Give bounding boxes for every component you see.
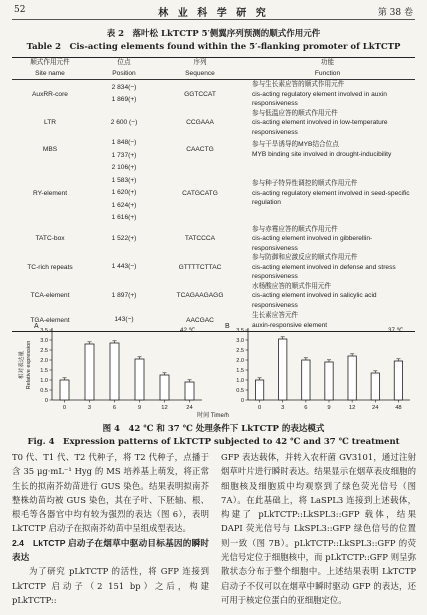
- y-axis-label-zh: 相对表达量: [19, 351, 25, 379]
- function-zh: 水杨酸应答的顺式作用元件: [252, 282, 332, 290]
- site-name: TGA-element: [12, 310, 88, 332]
- y-tick-label: 3.0: [40, 338, 48, 344]
- function-en: cis-acting element involved in defense and stress responsiveness: [252, 263, 396, 280]
- table-row: [12, 225, 415, 254]
- x-axis-label: 时间 Time/h: [197, 413, 229, 418]
- position: 1 616(+): [111, 214, 137, 221]
- function-cell: [240, 253, 415, 282]
- function-zh: 生长素应答元件: [252, 312, 299, 319]
- position-cell: [88, 109, 160, 138]
- panel-label: A: [34, 323, 39, 330]
- sequence: TATCCCA: [184, 235, 216, 243]
- y-tick-label: 2.0: [40, 358, 48, 364]
- function-cell: [240, 109, 415, 138]
- position: 2 600 (−): [110, 118, 138, 126]
- x-tick-label: 9: [137, 405, 142, 411]
- y-axis-label-en: Relative expression: [26, 340, 32, 390]
- th-site-zh: 顺式作用元件: [12, 58, 88, 69]
- x-tick-label: 24: [186, 405, 193, 411]
- table-caption-zh: 表 2 落叶松 LkTCTP 5′侧翼序列预测的顺式作用元件: [106, 29, 321, 39]
- bar: [279, 339, 287, 400]
- right-column: [221, 450, 416, 607]
- bar: [325, 362, 333, 400]
- position-cell: [88, 282, 160, 311]
- function-cell: [240, 137, 415, 162]
- bar: [371, 373, 379, 400]
- y-tick-label: 0: [240, 398, 244, 404]
- x-tick-label: 3: [281, 405, 285, 411]
- table-row: [12, 282, 415, 311]
- position-cell: [88, 253, 160, 282]
- position: 2 106(+): [111, 164, 137, 171]
- position: 1 624(+): [111, 201, 137, 209]
- volume-label: 第 38 卷: [377, 8, 413, 18]
- table-row: [12, 162, 415, 225]
- function-cell: [240, 80, 415, 109]
- x-tick-label: 6: [112, 405, 117, 411]
- function-cell: [240, 282, 415, 311]
- y-tick-label: 0.5: [40, 388, 48, 394]
- panel-label: B: [225, 323, 230, 330]
- function-zh: 参与种子特异性调控的顺式作用元件: [252, 180, 358, 187]
- bar: [60, 380, 69, 400]
- y-tick-label: 1.5: [40, 368, 48, 374]
- function-en: cis-acting element involved in salicylic acid responsiveness: [252, 292, 377, 309]
- table-caption-en: Table 2 Cis-acting elements found within the 5′-flanking promoter of LkTCTP: [26, 42, 401, 52]
- th-function-en: Function: [240, 69, 415, 80]
- table-row: [12, 109, 415, 138]
- th-site-en: Site name: [12, 69, 88, 80]
- position: 1 583(+): [111, 176, 137, 184]
- function-cell: [240, 162, 415, 225]
- y-tick-label: 2.0: [236, 358, 244, 364]
- x-tick-label: 9: [327, 405, 331, 411]
- journal-title: 林 业 科 学 研 究: [158, 8, 269, 19]
- function-zh: 参与生长素应答的顺式作用元件: [252, 81, 345, 88]
- site-name: LTR: [44, 119, 56, 127]
- site-name: TCA-element: [30, 292, 70, 300]
- th-function-zh: 功能: [240, 58, 415, 69]
- function-cell: [240, 225, 415, 254]
- position-cell: [88, 225, 160, 254]
- sequence: GTTTTCTTAC: [178, 263, 222, 271]
- sequence: TCAGAAGAGG: [176, 292, 224, 300]
- position-cell: [88, 162, 160, 225]
- function-zh: 参与低温应答的顺式作用元件: [252, 109, 338, 117]
- sequence: CAACTG: [186, 146, 214, 153]
- position: 1 869(+): [111, 96, 137, 104]
- y-tick-label: 0: [44, 398, 48, 404]
- figure-4-charts: [12, 318, 415, 418]
- table-row: [12, 137, 415, 162]
- position: 1 620(+): [111, 189, 137, 196]
- x-tick-label: 12: [348, 405, 356, 411]
- bar: [135, 359, 144, 400]
- paragraph: T0 代、T1 代、T2 代种子，将 T2 代种子，点播于含 35 μg·mL⁻¹ Hyg 的 MS 培养基上萌发，将正常生长的拟南芥幼苗进行 GUS 染色。结果表明拟南芥整株幼苗均被 GUS 染色，其在子叶、下胚轴、根、根毛等各器官中均有较为强烈的表达（图 6），表明 LkTCTP 启动子在拟南芥幼苗中呈组成型表达。: [12, 452, 209, 534]
- bar: [185, 382, 194, 400]
- table-row: [12, 253, 415, 282]
- y-tick-label: 3.5: [40, 328, 48, 334]
- bar: [255, 380, 263, 400]
- page-header: [0, 0, 427, 20]
- position: 1 897(+): [111, 291, 137, 299]
- x-tick-label: 48: [395, 405, 402, 411]
- sequence: GGTCCAT: [184, 90, 216, 98]
- sequence: CCGAAA: [186, 119, 214, 127]
- function-en: MYB binding site involved in drought-inducibility: [252, 150, 392, 158]
- position-cell: [88, 137, 160, 162]
- site-name: TATC-box: [35, 235, 65, 243]
- bar: [302, 360, 310, 400]
- page-number: 52: [14, 5, 26, 15]
- x-tick-label: 12: [161, 405, 168, 411]
- bar: [85, 344, 94, 400]
- th-position-zh: 位点: [88, 58, 160, 69]
- x-tick-label: 0: [257, 405, 262, 411]
- y-tick-label: 2.5: [40, 348, 48, 354]
- function-zh: 参与赤霉应答的顺式作用元件: [252, 225, 338, 233]
- site-name: TC-rich repeats: [27, 263, 73, 271]
- panel-annotation: 37 ℃: [388, 327, 404, 334]
- function-en: cis-acting element involved in low-temperature responsiveness: [252, 119, 388, 136]
- bar: [160, 375, 169, 400]
- function-zh: 参与防御和应激反应的顺式作用元件: [252, 254, 358, 261]
- left-column: [12, 450, 209, 607]
- position: 1 737(+): [111, 151, 137, 159]
- sequence: AACGAC: [160, 310, 240, 332]
- site-name: RY-element: [32, 189, 68, 197]
- y-tick-label: 3.0: [236, 338, 244, 344]
- sequence: CATGCATG: [182, 189, 218, 197]
- y-tick-label: 1.5: [236, 368, 244, 374]
- x-tick-label: 6: [304, 405, 308, 411]
- bar: [348, 356, 356, 400]
- y-tick-label: 2.5: [236, 348, 244, 354]
- function-en: cis-acting element involved in gibberellin-responsiveness: [252, 235, 373, 252]
- paragraph: GFP 表达载体，并转入农杆菌 GV3101，通过注射烟草叶片进行瞬时表达。结果显示在烟草表皮细胞的细胞核及细胞质中均观察到了绿色荧光信号（图 7A）。在此基础上，将 LaSPL3 连接到上述载体，构建了 pLkTCTP::LkSPL3::GFP 载体，结果 DAPI 荧光信号与 LkSPL3::GFP 绿色信号的位置则一致（图 7B）。pLkTCTP::LkSPL3::GFP 的荧光信号定位于细胞核中，而 pLkTCTP::GFP 则呈弥散状态分布于整个细胞中。上述结果表明 LkTCTP 启动子不仅可以在烟草中瞬时驱动 GFP 的表达，还可用于核定位蛋白的亚细胞定位。: [221, 452, 416, 605]
- position: 1 522(+): [111, 234, 137, 242]
- position: 1 848(−): [111, 139, 137, 146]
- function-en: cis-acting regulatory element involved in seed-specific regulation: [252, 189, 410, 206]
- x-tick-label: 0: [62, 405, 67, 411]
- table-row: [12, 80, 415, 109]
- x-tick-label: 24: [372, 405, 379, 411]
- paragraph: 为了研究 pLkTCTP 的活性，将 GFP 连接到 LkTCTP 启动子（2 151 bp）之后，构建 pLkTCTP::: [12, 566, 209, 605]
- th-sequence-en: Sequence: [160, 69, 240, 80]
- y-tick-label: 0.5: [236, 388, 244, 394]
- figure-caption-zh: 图 4 42 ℃ 和 37 ℃ 处理条件下 LkTCTP 的表达模式: [102, 424, 325, 434]
- cis-elements-table: [12, 57, 415, 332]
- figure-caption-en: Fig. 4 Expression patterns of LkTCTP subjected to 42 ℃ and 37 ℃ treatment: [27, 437, 400, 447]
- th-position-en: Position: [88, 69, 160, 80]
- position: 1 443(−): [111, 263, 137, 270]
- function-zh: 参与干旱诱导的MYB结合位点: [252, 141, 339, 148]
- function-en: auxin-responsive element: [252, 321, 328, 329]
- site-name: AuxRR-core: [32, 90, 68, 98]
- site-name: MBS: [42, 146, 58, 153]
- x-tick-label: 3: [87, 405, 92, 411]
- position: 2 834(−): [111, 83, 137, 91]
- function-en: cis-acting regulatory element involved in auxin responsiveness: [252, 90, 387, 107]
- position-cell: [88, 80, 160, 109]
- section-heading: 2.4 LkTCTP 启动子在烟草中驱动目标基因的瞬时表达: [12, 537, 209, 563]
- panel-annotation: 42 ℃: [180, 327, 196, 334]
- th-sequence-zh: 序列: [160, 58, 240, 69]
- bar: [110, 343, 119, 400]
- header-rule: [12, 19, 415, 20]
- position: 143(−): [114, 316, 134, 324]
- y-tick-label: 3.5: [236, 328, 244, 334]
- bar: [394, 361, 402, 400]
- y-tick-label: 1.0: [236, 378, 244, 384]
- figure-4: [12, 318, 415, 418]
- y-tick-label: 1.0: [40, 378, 48, 384]
